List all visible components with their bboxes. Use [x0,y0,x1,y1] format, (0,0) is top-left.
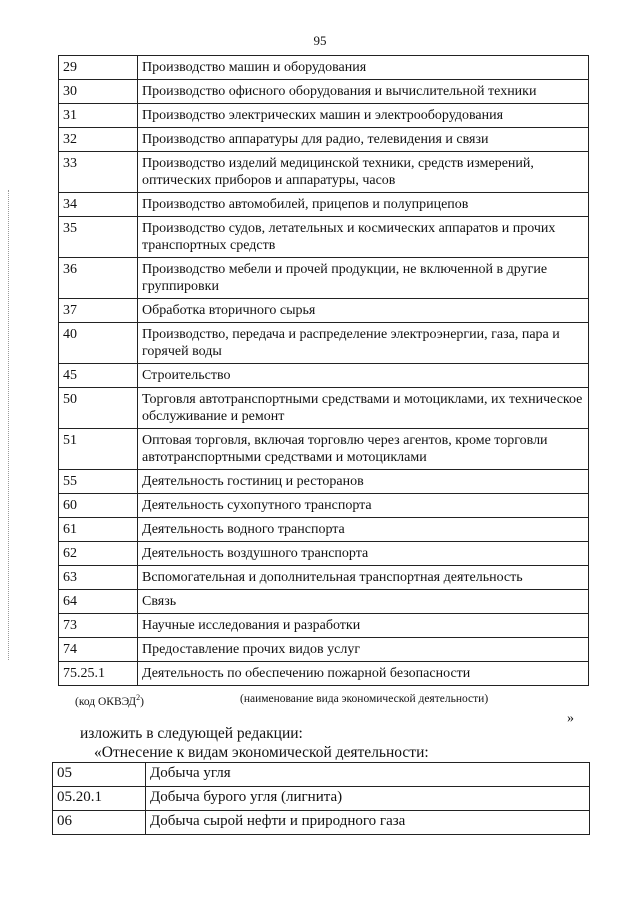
closing-quote: » [567,711,574,726]
activity-name-cell: Деятельность водного транспорта [138,518,589,542]
caption-code-text: (код ОКВЭД [75,695,137,708]
table-row [53,763,590,787]
okved-code-cell: 35 [59,217,138,258]
okved-code-cell: 36 [59,258,138,299]
okved-code-cell: 74 [59,638,138,662]
table-row [59,104,589,128]
okved-table-new [52,762,590,835]
table-row [59,193,589,217]
okved-code-cell: 34 [59,193,138,217]
okved-code-cell: 05.20.1 [53,787,146,811]
okved-code-cell: 05 [53,763,146,787]
caption-code-sup: 2 [136,693,141,702]
table-row [59,217,589,258]
okved-code-cell: 63 [59,566,138,590]
activity-name-cell: Предоставление прочих видов услуг [138,638,589,662]
table-row [59,56,589,80]
table-row [59,470,589,494]
table-row [59,128,589,152]
table-row [59,258,589,299]
activity-name-cell: Добыча бурого угля (лигнита) [146,787,590,811]
activity-name-cell: Производство изделий медицинской техники, средств измерений, оптических приборов и аппаратуры, часов [138,152,589,193]
activity-name-cell: Оптовая торговля, включая торговлю через агентов, кроме торговли автотранспортными средствами и мотоциклами [138,429,589,470]
activity-name-cell: Производство судов, летательных и космических аппаратов и прочих транспортных средств [138,217,589,258]
table-row [59,152,589,193]
table-row [59,662,589,686]
table-row [59,494,589,518]
activity-name-cell: Торговля автотранспортными средствами и мотоциклами, их техническое обслуживание и ремонт [138,388,589,429]
okved-code-cell: 61 [59,518,138,542]
table-row [59,566,589,590]
okved-code-cell: 64 [59,590,138,614]
activity-name-cell: Вспомогательная и дополнительная транспортная деятельность [138,566,589,590]
okved-code-cell: 75.25.1 [59,662,138,686]
table-row [59,80,589,104]
activity-name-cell: Деятельность сухопутного транспорта [138,494,589,518]
table-row [59,614,589,638]
activity-name-cell: Производство, передача и распределение электроэнергии, газа, пара и горячей воды [138,323,589,364]
table-row [59,388,589,429]
activity-name-cell: Обработка вторичного сырья [138,299,589,323]
okved-table-old [58,55,589,686]
okved-code-cell: 40 [59,323,138,364]
table-row [59,323,589,364]
okved-code-cell: 55 [59,470,138,494]
caption-name: (наименование вида экономической деятельности) [240,693,489,705]
activity-name-cell: Производство машин и оборудования [138,56,589,80]
intro-line-1: изложить в следующей редакции: [80,725,303,742]
table-row [59,542,589,566]
okved-code-cell: 62 [59,542,138,566]
activity-name-cell: Производство аппаратуры для радио, телевидения и связи [138,128,589,152]
activity-name-cell: Производство автомобилей, прицепов и полуприцепов [138,193,589,217]
caption-code [75,693,144,708]
activity-name-cell: Связь [138,590,589,614]
activity-name-cell: Научные исследования и разработки [138,614,589,638]
activity-name-cell: Деятельность по обеспечению пожарной безопасности [138,662,589,686]
table-row [59,518,589,542]
intro-line-2: «Отнесение к видам экономической деятельности: [94,744,429,761]
okved-code-cell: 06 [53,811,146,835]
activity-name-cell: Производство электрических машин и электрооборудования [138,104,589,128]
page-number: 95 [313,33,327,48]
activity-name-cell: Строительство [138,364,589,388]
table-row [59,299,589,323]
activity-name-cell: Деятельность гостиниц и ресторанов [138,470,589,494]
okved-code-cell: 37 [59,299,138,323]
table-row [59,429,589,470]
table-row [53,811,590,835]
okved-code-cell: 60 [59,494,138,518]
okved-code-cell: 33 [59,152,138,193]
caption-code-end: ) [140,695,144,708]
activity-name-cell: Производство офисного оборудования и вычислительной техники [138,80,589,104]
okved-code-cell: 30 [59,80,138,104]
okved-code-cell: 50 [59,388,138,429]
activity-name-cell: Добыча угля [146,763,590,787]
okved-code-cell: 45 [59,364,138,388]
okved-code-cell: 32 [59,128,138,152]
okved-code-cell: 29 [59,56,138,80]
table-row [59,590,589,614]
okved-code-cell: 73 [59,614,138,638]
margin-marks [8,190,11,660]
activity-name-cell: Добыча сырой нефти и природного газа [146,811,590,835]
table-row [59,638,589,662]
activity-name-cell: Деятельность воздушного транспорта [138,542,589,566]
okved-code-cell: 31 [59,104,138,128]
table-row [59,364,589,388]
okved-code-cell: 51 [59,429,138,470]
activity-name-cell: Производство мебели и прочей продукции, не включенной в другие группировки [138,258,589,299]
table-row [53,787,590,811]
